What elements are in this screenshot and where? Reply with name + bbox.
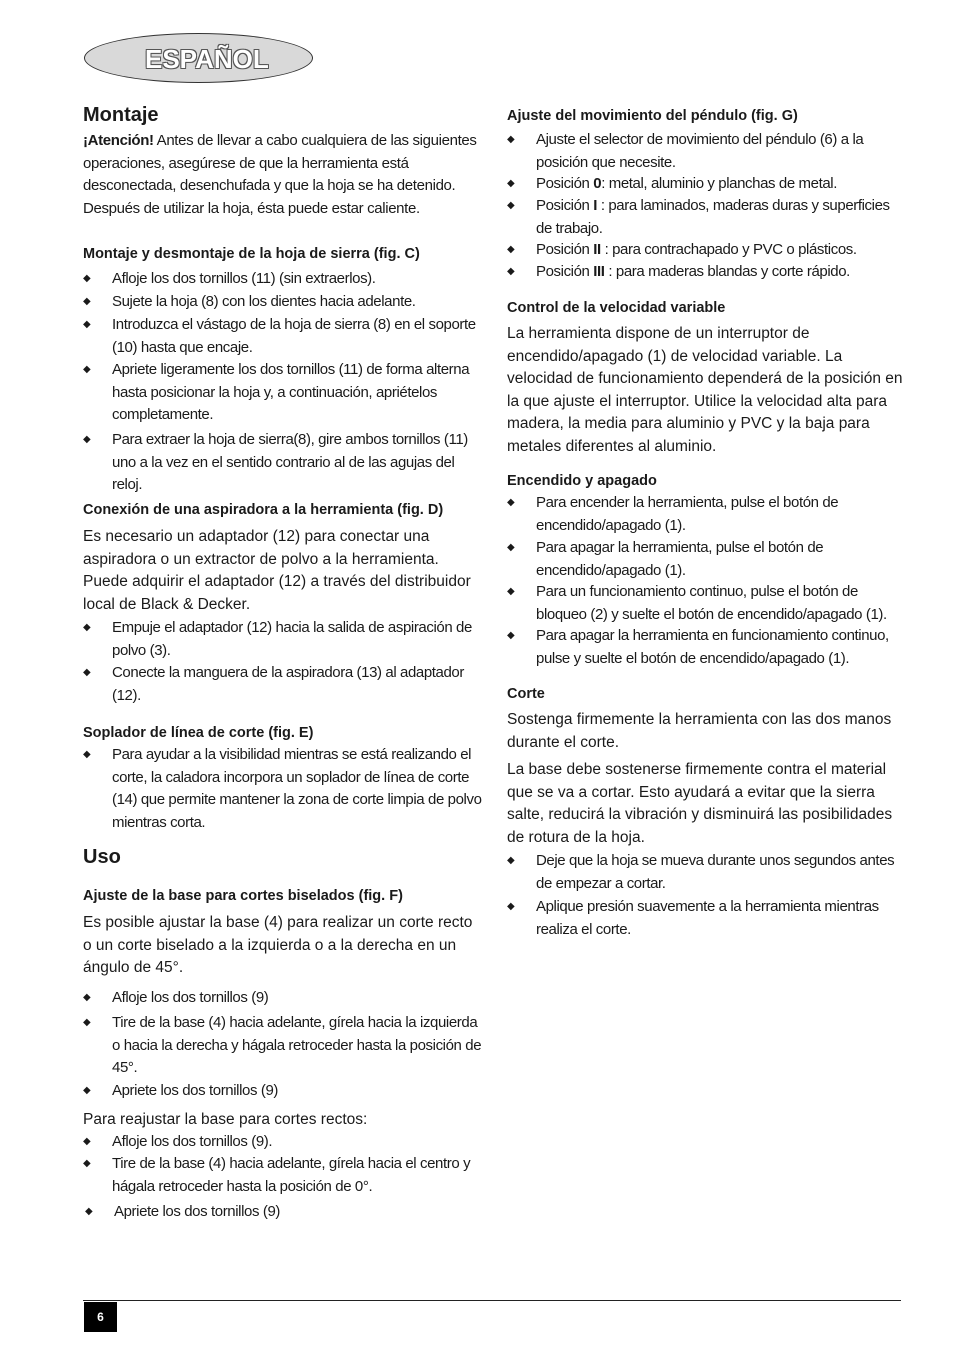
list-item: ◆ Afloje los dos tornillos (9) [83,987,483,1010]
bullet-icon: ◆ [83,749,91,760]
bullet-icon: ◆ [507,542,515,553]
language-label: ESPAÑOL [145,44,269,74]
bullet-icon: ◆ [507,630,515,641]
bullet-icon: ◆ [507,178,515,189]
readjust-paragraph: Para reajustar la base para cortes rectos: [83,1111,368,1128]
bullet-icon: ◆ [83,273,91,284]
subsection-title-onoff: Encendido y apagado [507,473,657,489]
list-item: ◆ Deje que la hoja se mueva durante unos segundos antes de empezar a cortar. [507,852,895,892]
list-item: ◆ Tire de la base (4) hacia adelante, gírela hacia la izquierda o hacia la derecha y hágala retroceder hasta la posición de 45°. [83,1014,482,1076]
subsection-title-cut: Corte [507,686,545,702]
bullet-icon: ◆ [507,497,515,508]
list-item: ◆ Introduzca el vástago de la hoja de sierra (8) en el soporte (10) hasta que encaje. [83,316,476,356]
bullet-icon: ◆ [83,667,91,678]
vacuum-paragraph: Es necesario un adaptador (12) para conectar una aspiradora o un extractor de polvo a la herramienta. Puede adquirir el adaptador (12) a través del distribuidor local de Black & Decker. [83,528,471,613]
cut-paragraph-2: La base debe sostenerse firmemente contra el material que se va a cortar. Esto ayudará a evitar que la sierra salte, reducirá la vibración y disminuirá las posibilidades de rotura de la hoja. [507,761,893,846]
list-item: ◆ Apriete los dos tornillos (9) [85,1201,485,1224]
attention-label: ¡Atención! [83,132,154,149]
cut-paragraph-1: Sostenga firmemente la herramienta con las dos manos durante el corte. [507,711,892,751]
list-item: ◆ Para un funcionamiento continuo, pulse el botón de bloqueo (2) y suelte el botón de encendido/apagado (1). [507,583,887,623]
list-item: ◆ Afloje los dos tornillos (11) (sin extraerlos). [83,268,483,291]
speed-paragraph: La herramienta dispone de un interruptor de encendido/apagado (1) de velocidad variable. La velocidad de funcionamiento dependerá de la posición en la que ajuste el interruptor. Utilice la velocidad alta para madera, la media para aluminio y PVC y la baja para metales diferentes al aluminio. [507,325,903,455]
subsection-title-blower: Soplador de línea de corte (fig. E) [83,725,314,741]
section-title-uso: Uso [83,846,121,868]
bullet-icon: ◆ [507,200,515,211]
attention-paragraph [83,130,481,220]
section-title-montaje: Montaje [83,104,159,126]
bevel-paragraph: Es posible ajustar la base (4) para realizar un corte recto o un corte biselado a la izquierda o a la derecha en un ángulo de 45°. [83,914,473,976]
list-item: ◆ Para encender la herramienta, pulse el botón de encendido/apagado (1). [507,494,839,534]
list-item: ◆ Sujete la hoja (8) con los dientes hacia adelante. [83,291,483,314]
subsection-title-speed: Control de la velocidad variable [507,300,726,316]
bullet-icon: ◆ [83,434,91,445]
bullet-icon: ◆ [507,244,515,255]
bullet-icon: ◆ [83,992,91,1003]
bullet-icon: ◆ [83,296,91,307]
bullet-icon: ◆ [507,266,515,277]
list-item: ◆ Para ayudar a la visibilidad mientras se está realizando el corte, la caladora incorpora un soplador de línea de corte (14) que permite mantener la zona de corte limpia de polvo mientras corta. [83,746,482,831]
list-item: ◆ Aplique presión suavemente a la herramienta mientras realiza el corte. [507,898,879,938]
bullet-icon: ◆ [507,855,515,866]
attention-text: Antes de llevar a cabo cualquiera de las siguientes operaciones, asegúrese de que la herramienta está desconectada, desenchufada y que la hoja se ha detenido. Después de utilizar la hoja, ésta puede estar caliente. [83,132,477,217]
bullet-icon: ◆ [507,586,515,597]
list-item: ◆ Posición III : para maderas blandas y corte rápido. [507,261,902,284]
bullet-icon: ◆ [85,1206,93,1217]
footer-rule [83,1300,901,1301]
list-item: ◆ Posición 0: metal, aluminio y planchas de metal. [507,173,902,196]
bullet-icon: ◆ [83,319,91,330]
bullet-icon: ◆ [507,134,515,145]
bullet-icon: ◆ [83,622,91,633]
list-item: ◆ Para apagar la herramienta, pulse el botón de encendido/apagado (1). [507,539,824,579]
list-item: ◆ Para extraer la hoja de sierra(8), gire ambos tornillos (11) uno a la vez en el sentido contrario al de las agujas del reloj. [83,431,468,493]
list-item: ◆ Empuje el adaptador (12) hacia la salida de aspiración de polvo (3). [83,619,472,659]
list-item: ◆ Ajuste el selector de movimiento del péndulo (6) a la posición que necesite. [507,131,864,171]
bullet-icon: ◆ [507,901,515,912]
list-item: ◆ Conecte la manguera de la aspiradora (13) al adaptador (12). [83,664,464,704]
list-item: ◆ Posición II : para contrachapado y PVC o plásticos. [507,239,902,262]
bullet-icon: ◆ [83,1017,91,1028]
list-item: ◆ Apriete los dos tornillos (9) [83,1080,483,1103]
subsection-title-vacuum: Conexión de una aspiradora a la herramienta (fig. D) [83,502,444,518]
subsection-title-blade: Montaje y desmontaje de la hoja de sierra (fig. C) [83,246,420,262]
subsection-title-pendulum: Ajuste del movimiento del péndulo (fig. G) [507,108,798,124]
subsection-title-bevel: Ajuste de la base para cortes biselados (fig. F) [83,888,403,904]
bullet-icon: ◆ [83,1158,91,1169]
list-item: ◆ Afloje los dos tornillos (9). [83,1131,483,1154]
list-item: ◆ Tire de la base (4) hacia adelante, gírela hacia el centro y hágala retroceder hasta la posición de 0°. [83,1155,471,1195]
page-number: 6 [84,1302,117,1332]
bullet-icon: ◆ [83,1136,91,1147]
list-item: ◆ Apriete ligeramente los dos tornillos (11) de forma alterna hasta posicionar la hoja y, a continuación, apriételos completamente. [83,361,470,423]
bullet-icon: ◆ [83,1085,91,1096]
list-item: ◆ Para apagar la herramienta en funcionamiento continuo, pulse y suelte el botón de encendido/apagado (1). [507,627,889,667]
list-item: ◆ Posición I : para laminados, maderas duras y superficies de trabajo. [507,197,890,237]
bullet-icon: ◆ [83,364,91,375]
